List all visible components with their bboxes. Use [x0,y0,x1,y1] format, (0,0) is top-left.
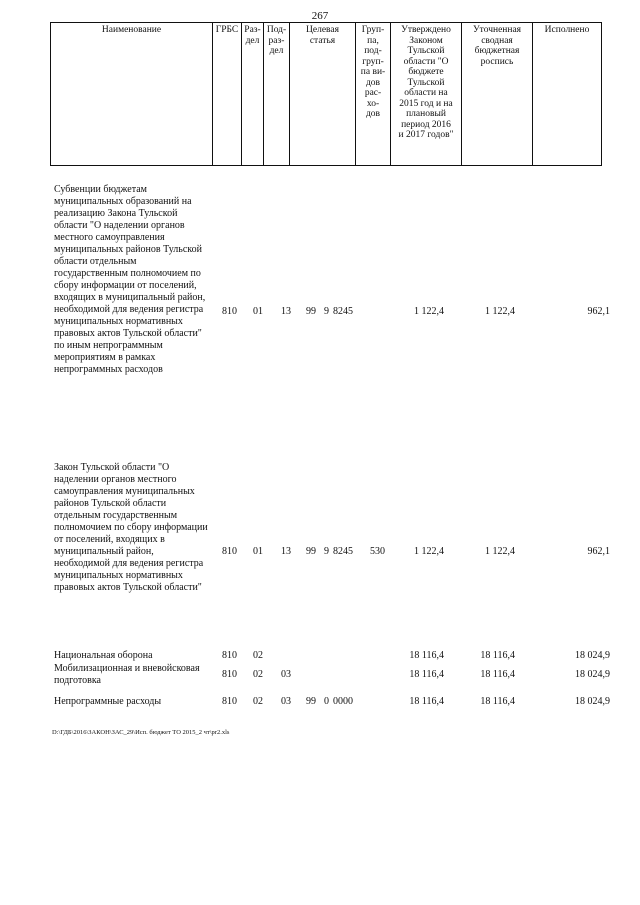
page-number: 267 [311,10,329,22]
row-name: Национальная оборона [54,650,153,661]
row-celevaya-1: 99 [306,696,316,707]
row-utochnennaya: 18 116,4 [480,650,515,661]
row-name: Закон Тульской области "О наделении органов местного самоуправления муниципальных районов Тульской области отдельным государственным полномочием по сбору информации от поселений, входящих в муниципальный район, необходимой для ведения регистра муниципальных нормативных правовых актов Тульской области" [54,462,208,593]
row-ispolneno: 962,1 [587,306,610,317]
row-utverzhdeno: 18 116,4 [409,669,444,680]
table-header [50,22,602,166]
row-grbs: 810 [222,546,237,557]
row-grbs: 810 [222,669,237,680]
row-gruppa: 530 [370,546,385,557]
row-celevaya-2: 0 [324,696,329,707]
row-utochnennaya: 1 122,4 [485,306,515,317]
header-ispolneno: Исполнено [533,23,602,166]
row-utverzhdeno: 1 122,4 [414,306,444,317]
row-utverzhdeno: 18 116,4 [409,650,444,661]
row-razdel: 02 [253,696,263,707]
row-utverzhdeno: 18 116,4 [409,696,444,707]
header-razdel: Раз- дел [242,23,264,166]
header-gruppa: Груп- па, под- груп- па ви- дов рас- хо- дов [356,23,391,166]
row-grbs: 810 [222,696,237,707]
row-celevaya-2: 9 [324,546,329,557]
row-utochnennaya: 1 122,4 [485,546,515,557]
row-celevaya-3: 8245 [333,306,353,317]
header-podrazdel: Под- раз- дел [264,23,290,166]
row-podrazdel: 03 [281,696,291,707]
header-grbs: ГРБС [213,23,242,166]
row-celevaya-1: 99 [306,306,316,317]
header-celevaya-statya: Целевая статья [290,23,356,166]
row-celevaya-1: 99 [306,546,316,557]
row-grbs: 810 [222,650,237,661]
row-ispolneno: 18 024,9 [575,669,610,680]
row-podrazdel: 03 [281,669,291,680]
row-utochnennaya: 18 116,4 [480,669,515,680]
row-ispolneno: 18 024,9 [575,696,610,707]
row-ispolneno: 18 024,9 [575,650,610,661]
file-path-footer: D:\ГДБ\2016\ЗАКОН\ЗАС_29\Исп. бюджет ТО 2015_2 чт\pr2.xls [52,729,230,736]
row-name: Непрограммные расходы [54,696,162,707]
header-name: Наименование [51,23,213,166]
row-grbs: 810 [222,306,237,317]
row-razdel: 01 [253,546,263,557]
row-podrazdel: 13 [281,306,291,317]
row-name: Субвенции бюджетам муниципальных образований на реализацию Закона Тульской области "О наделении органов местного самоуправления муниципальных районов Тульской области отдельным государственным полномочием по сбору информации от поселений, входящих в муниципальный район, необходимой для ведения регистра муниципальных нормативных правовых актов Тульской области" по иным непрограммным мероприятиям в рамках непрограммных расходов [54,184,206,375]
row-razdel: 02 [253,650,263,661]
header-utverzhdeno: Утверждено Законом Тульской области "О бюджете Тульской области на 2015 год и на плановый период 2016 и 2017 годов" [391,23,462,166]
row-podrazdel: 13 [281,546,291,557]
row-celevaya-3: 8245 [333,546,353,557]
row-razdel: 01 [253,306,263,317]
header-utochnennaya: Уточненная сводная бюджетная роспись [462,23,533,166]
row-name: Мобилизационная и вневойсковая подготовка [54,663,200,686]
row-celevaya-2: 9 [324,306,329,317]
row-celevaya-3: 0000 [333,696,353,707]
row-ispolneno: 962,1 [587,546,610,557]
row-razdel: 02 [253,669,263,680]
row-utochnennaya: 18 116,4 [480,696,515,707]
row-utverzhdeno: 1 122,4 [414,546,444,557]
